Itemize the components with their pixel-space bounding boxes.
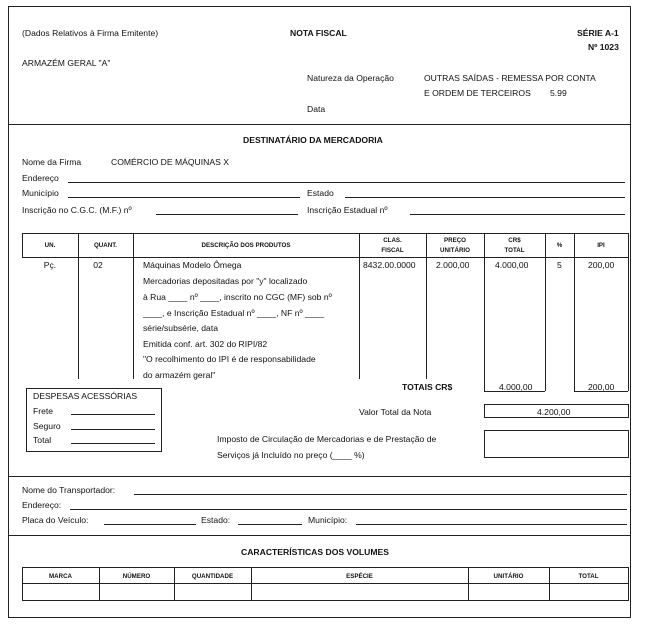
col-divider	[78, 233, 79, 379]
address-field[interactable]	[68, 182, 625, 183]
vol-header-especie: ESPÉCIE	[346, 573, 373, 580]
volumes-right-border	[628, 567, 629, 600]
icms-line-2: Serviços já Incluído no preço (____ %)	[217, 450, 365, 460]
transport-state-label: Estado:	[201, 515, 231, 525]
invoice-number: Nº 1023	[588, 42, 619, 52]
col-divider	[468, 567, 469, 600]
operation-line-1: OUTRAS SAÍDAS - REMESSA POR CONTA	[424, 73, 596, 83]
recipient-title: DESTINATÁRIO DA MERCADORIA	[243, 135, 383, 145]
col-header-pct: %	[556, 242, 563, 249]
col-header-clas-1: CLAS.	[383, 237, 402, 244]
transport-state-field[interactable]	[238, 524, 302, 525]
cgc-label: Inscrição no C.G.C. (M.F.) nº	[22, 205, 132, 215]
operation-label: Natureza da Operação	[307, 73, 394, 83]
col-divider	[549, 567, 550, 600]
volumes-header-border	[22, 583, 629, 584]
col-header-total-1: CR$	[508, 237, 521, 244]
totals-total: 4.000,00	[499, 382, 533, 392]
col-header-un: UN.	[44, 242, 56, 249]
firm-label: Nome da Firma	[22, 157, 82, 167]
col-header-total-2: TOTAL	[504, 247, 525, 254]
totals-ipi: 200,00	[588, 382, 615, 392]
volumes-table-bottom	[22, 600, 629, 601]
operation-code: 5.99	[550, 88, 567, 98]
serie-label: SÉRIE A-1	[577, 28, 619, 38]
col-header-ipi: IPI	[597, 242, 605, 249]
divider	[8, 476, 631, 477]
cgc-field[interactable]	[156, 214, 298, 215]
col-header-preco-1: PREÇO	[443, 237, 466, 244]
state-registration-field[interactable]	[410, 214, 625, 215]
col-divider	[174, 567, 175, 600]
volumes-table-top	[22, 567, 629, 568]
insurance-label: Seguro	[33, 421, 61, 431]
transport-city-label: Município:	[308, 515, 348, 525]
firm-value: COMÉRCIO DE MÁQUINAS X	[111, 157, 229, 167]
plate-field[interactable]	[104, 524, 196, 525]
totals-underline	[484, 391, 545, 392]
icms-box	[484, 430, 629, 458]
city-label: Município	[22, 188, 59, 198]
state-label: Estado	[307, 188, 334, 198]
date-label: Data	[307, 104, 326, 114]
expenses-title: DESPESAS ACESSÓRIAS	[33, 391, 138, 401]
note-total-value: 4.200,00	[537, 407, 571, 417]
warehouse-name: ARMAZÉM GERAL "A"	[22, 58, 111, 68]
col-header-quant: QUANT.	[93, 242, 118, 249]
total-expenses-label: Total	[33, 435, 52, 445]
desc-line: Emitida conf. art. 302 do RIPI/82	[143, 339, 268, 349]
cell-ipi: 200,00	[588, 260, 615, 270]
carrier-label: Nome do Transportador:	[22, 485, 116, 495]
col-header-clas-2: FISCAL	[381, 247, 404, 254]
desc-line: à Rua ____ nº ____, inscrito no CGC (MF) sob nº	[143, 292, 332, 302]
plate-label: Placa do Veículo:	[22, 515, 89, 525]
vol-header-quantidade: QUANTIDADE	[191, 573, 234, 580]
totals-underline	[574, 391, 628, 392]
cell-pct: 5	[557, 260, 562, 270]
desc-line: Máquinas Modelo Ômega	[143, 260, 242, 270]
col-header-preco-2: UNITÁRIO	[440, 247, 470, 254]
city-field[interactable]	[68, 197, 300, 198]
operation-line-2: E ORDEM DE TERCEIROS	[424, 88, 531, 98]
table-header-border	[22, 257, 629, 258]
transport-address-label: Endereço:	[22, 500, 62, 510]
freight-label: Frete	[33, 406, 54, 416]
issuer-note: (Dados Relativos à Firma Emitente)	[22, 28, 159, 38]
cell-clas: 8432.00.0000	[363, 260, 416, 270]
desc-line: "O recolhimento do IPI é de responsabilidade	[143, 354, 316, 364]
transport-address-field[interactable]	[70, 509, 627, 510]
col-header-desc: DESCRIÇÃO DOS PRODUTOS	[201, 242, 291, 249]
col-divider	[251, 567, 252, 600]
table-right-border	[628, 233, 629, 391]
volumes-title: CARACTERÍSTICAS DOS VOLUMES	[241, 547, 390, 557]
state-field[interactable]	[345, 197, 625, 198]
col-divider	[545, 233, 546, 391]
insurance-field[interactable]	[71, 429, 155, 430]
address-label: Endereço	[22, 173, 59, 183]
cell-un: Pç.	[43, 260, 57, 270]
volumes-left-border	[22, 567, 23, 600]
desc-line: série/subsérie, data	[143, 323, 218, 333]
desc-line: do armazém geral"	[143, 370, 216, 380]
col-divider	[133, 233, 134, 379]
cell-total: 4.000,00	[495, 260, 529, 270]
transport-city-field[interactable]	[356, 524, 627, 525]
col-divider	[99, 567, 100, 600]
vol-header-marca: MARCA	[48, 573, 73, 580]
vol-header-unitario: UNITÁRIO	[493, 573, 524, 580]
desc-line: ____, e Inscrição Estadual nº ____, NF nº ____	[143, 308, 325, 318]
desc-line: Mercadorias depositadas por "y" localizado	[143, 276, 308, 286]
vol-header-total: TOTAL	[578, 573, 599, 580]
freight-field[interactable]	[71, 414, 155, 415]
totals-label: TOTAIS CR$	[402, 382, 453, 392]
cell-quant: 02	[93, 260, 103, 270]
carrier-field[interactable]	[134, 494, 627, 495]
total-expenses-field[interactable]	[71, 443, 155, 444]
divider	[8, 535, 631, 536]
note-total-label: Valor Total da Nota	[359, 407, 432, 417]
icms-line-1: Imposto de Circulação de Mercadorias e de Prestação de	[217, 434, 437, 444]
table-top-border	[22, 233, 629, 234]
cell-preco: 2.000,00	[436, 260, 470, 270]
state-registration-label: Inscrição Estadual nº	[307, 205, 388, 215]
col-divider	[484, 233, 485, 391]
vol-header-numero: NÚMERO	[122, 573, 151, 580]
divider	[8, 124, 631, 125]
document-title: NOTA FISCAL	[290, 28, 347, 38]
col-divider	[574, 233, 575, 391]
